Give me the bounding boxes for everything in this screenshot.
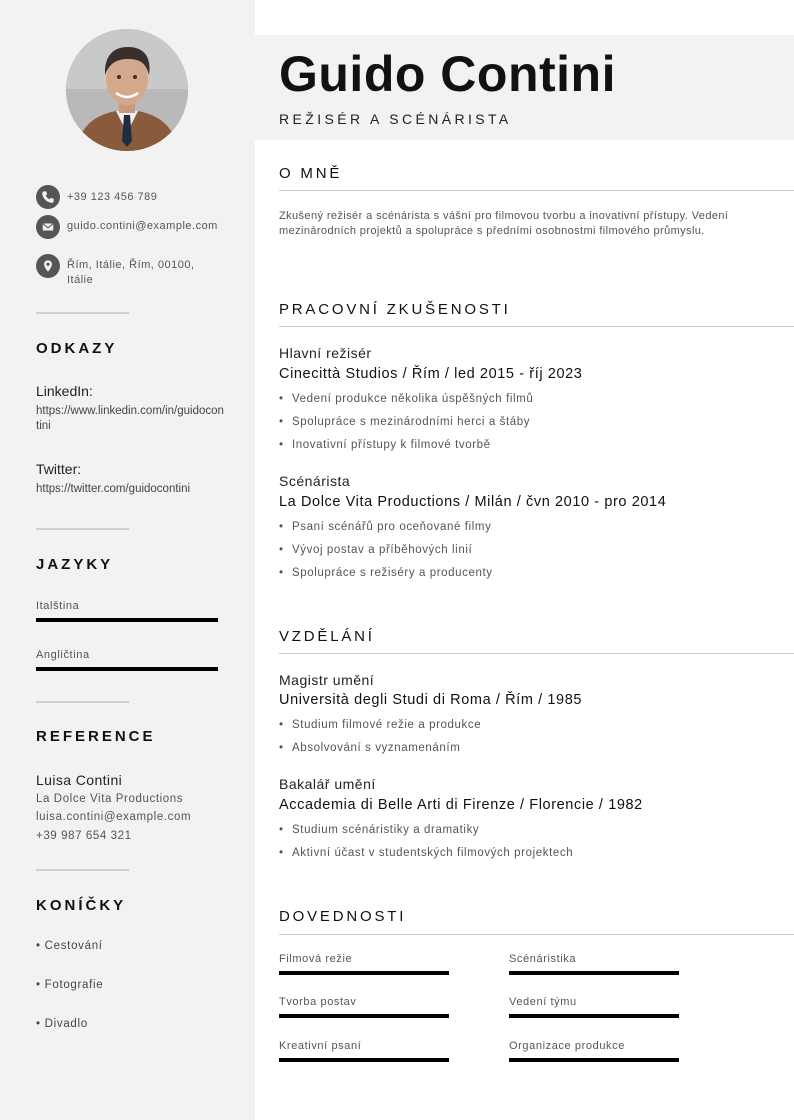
reference-name: Luisa Contini — [36, 772, 123, 788]
language-level-bar — [36, 667, 218, 671]
reference-company: La Dolce Vita Productions — [36, 793, 184, 805]
education-bullet — [279, 847, 573, 859]
skill-level-bar — [279, 1014, 449, 1018]
divider — [36, 312, 129, 314]
envelope-icon — [36, 215, 60, 239]
job-bullet — [279, 393, 533, 405]
section-rule — [279, 653, 794, 654]
skill-level-bar — [509, 1058, 679, 1062]
skill-name: Tvorba postav — [279, 996, 357, 1008]
experience-heading: PRACOVNÍ ZKUŠENOSTI — [279, 301, 511, 318]
job-bullet — [279, 521, 491, 533]
section-rule — [279, 326, 794, 327]
divider — [36, 528, 129, 530]
reference-email: luisa.contini@example.com — [36, 811, 192, 823]
bullet-text: Absolvování s vyznamenáním — [292, 742, 461, 754]
hobby-label: Cestování — [44, 940, 103, 952]
sidebar — [0, 0, 255, 1120]
twitter-label: Twitter: — [36, 461, 82, 477]
language-level-bar — [36, 618, 218, 622]
twitter-link[interactable]: https://twitter.com/guidocontini — [36, 483, 191, 495]
job-organization: Cinecittà Studios / Řím / led 2015 - říj 2023 — [279, 366, 583, 382]
skill-name: Vedení týmu — [509, 996, 577, 1008]
hobby-label: Fotografie — [44, 979, 104, 991]
bullet-text: Studium filmové režie a produkce — [292, 719, 482, 731]
job-title: Hlavní režisér — [279, 345, 372, 361]
skill-name: Organizace produkce — [509, 1040, 625, 1052]
bullet-text: Psaní scénářů pro oceňované filmy — [292, 521, 492, 533]
portrait-photo — [66, 29, 188, 151]
language-name: Italština — [36, 600, 80, 612]
skill-level-bar — [279, 971, 449, 975]
job-bullet — [279, 544, 472, 556]
skill-name: Scénáristika — [509, 953, 577, 965]
skills-heading: DOVEDNOSTI — [279, 908, 407, 925]
education-bullet — [279, 719, 481, 731]
bullet-text: Spolupráce s mezinárodními herci a štáby — [292, 416, 531, 428]
about-text: Zkušený režisér a scénárista s vášní pro filmovou tvorbu a inovativní přístupy. Vedení mezinárodních projektů a spolupráce s předními osobnostmi filmového průmyslu. — [279, 210, 729, 237]
hobby-item: • Fotografie — [36, 979, 104, 991]
hobby-label: Divadlo — [44, 1018, 88, 1030]
divider — [36, 701, 129, 703]
job-bullet — [279, 416, 530, 428]
divider — [36, 869, 129, 871]
links-heading: ODKAZY — [36, 340, 118, 357]
reference-phone: +39 987 654 321 — [36, 830, 132, 842]
education-bullet — [279, 824, 479, 836]
hobbies-heading: KONÍČKY — [36, 897, 127, 914]
about-heading: O MNĚ — [279, 165, 343, 182]
bullet-text: Vedení produkce několika úspěšných filmů — [292, 393, 534, 405]
hobby-item: • Divadlo — [36, 1018, 88, 1030]
bullet-text: Aktivní účast v studentských filmových projektech — [292, 847, 574, 859]
candidate-name: Guido Contini — [279, 46, 616, 102]
hobby-item: • Cestování — [36, 940, 103, 952]
education-heading: VZDĚLÁNÍ — [279, 628, 375, 645]
section-rule — [279, 190, 794, 191]
linkedin-label: LinkedIn: — [36, 383, 93, 399]
email-text: guido.contini@example.com — [67, 220, 218, 232]
skill-level-bar — [509, 971, 679, 975]
languages-heading: JAZYKY — [36, 556, 114, 573]
contact-email — [36, 215, 219, 239]
linkedin-link[interactable]: https://www.linkedin.com/in/guidocontini — [36, 405, 224, 432]
skill-name: Kreativní psaní — [279, 1040, 362, 1052]
job-organization: La Dolce Vita Productions / Milán / čvn 2010 - pro 2014 — [279, 494, 667, 510]
bullet-text: Spolupráce s režiséry a producenty — [292, 567, 493, 579]
avatar — [66, 29, 188, 151]
section-rule — [279, 934, 794, 935]
school-name: Università degli Studi di Roma / Řím / 1985 — [279, 692, 583, 708]
school-name: Accademia di Belle Arti di Firenze / Florencie / 1982 — [279, 797, 643, 813]
skill-name: Filmová režie — [279, 953, 353, 965]
contact-phone — [36, 185, 219, 209]
phone-icon — [36, 185, 60, 209]
candidate-role: REŽISÉR A SCÉNÁRISTA — [279, 111, 512, 127]
job-title: Scénárista — [279, 473, 351, 489]
reference-heading: REFERENCE — [36, 728, 156, 745]
degree-title: Magistr umění — [279, 672, 375, 688]
skill-level-bar — [279, 1058, 449, 1062]
main-content — [255, 0, 794, 1120]
map-pin-icon — [36, 254, 60, 278]
language-name: Angličtina — [36, 649, 90, 661]
education-bullet — [279, 742, 460, 754]
degree-title: Bakalář umění — [279, 776, 376, 792]
bullet-text: Inovativní přístupy k filmové tvorbě — [292, 439, 491, 451]
bullet-text: Vývoj postav a příběhových linií — [292, 544, 473, 556]
skill-level-bar — [509, 1014, 679, 1018]
job-bullet — [279, 439, 491, 451]
contact-address — [36, 254, 207, 288]
address-text: Řím, Itálie, Řím, 00100, Itálie — [67, 259, 195, 286]
bullet-text: Studium scénáristiky a dramatiky — [292, 824, 480, 836]
phone-text: +39 123 456 789 — [67, 191, 158, 203]
job-bullet — [279, 567, 493, 579]
